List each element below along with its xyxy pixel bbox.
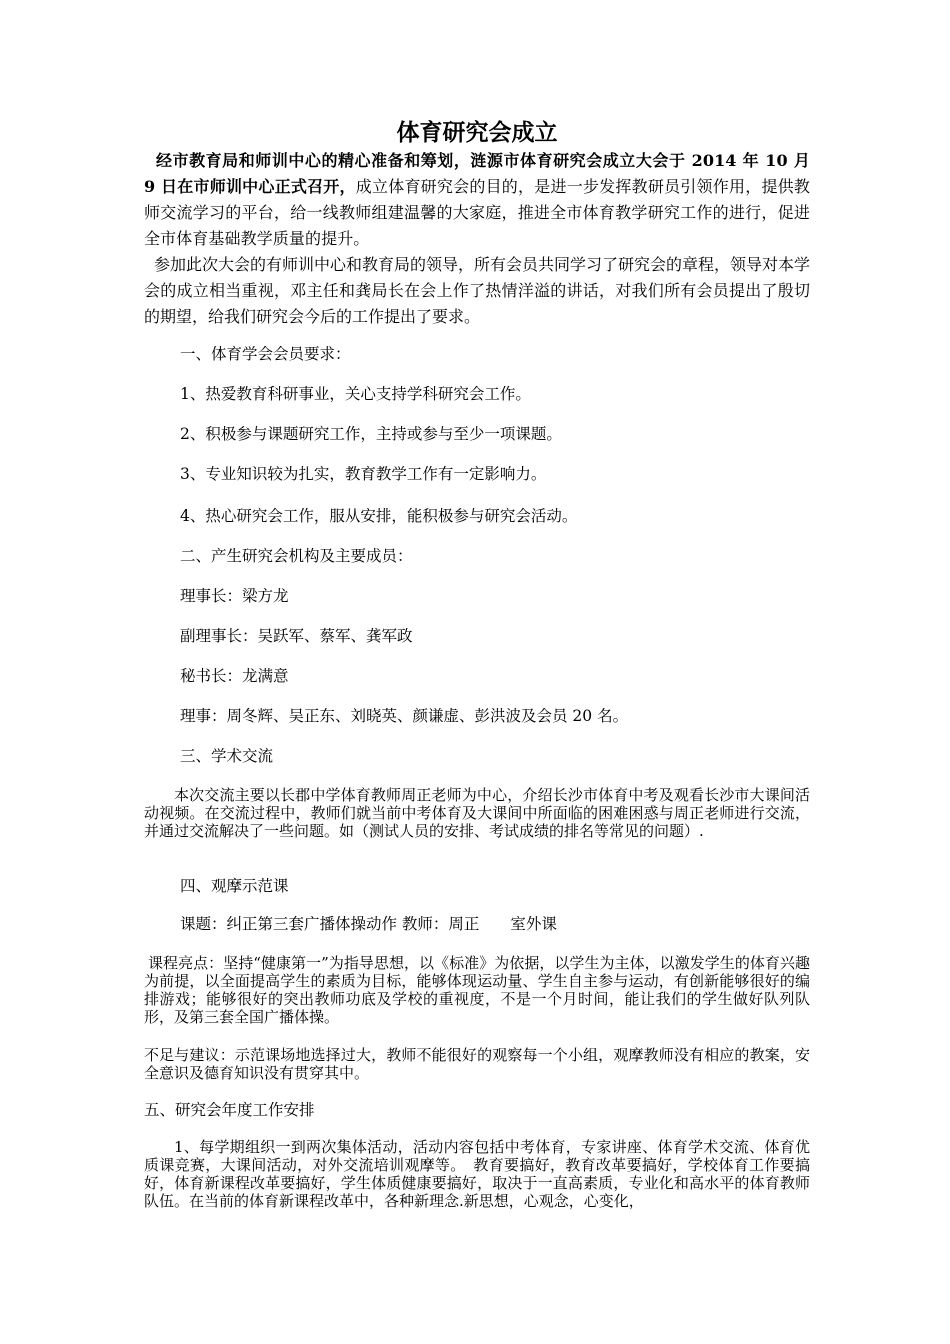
requirement-1: 1、热爱教育科研事业，关心支持学科研究会工作。 xyxy=(180,385,531,403)
suggestions-paragraph: 不足与建议：示范课场地选择过大，教师不能很好的观察每一个小组，观摩教师没有相应的教案，安全意识及德育知识没有贯穿其中。 xyxy=(144,1046,810,1082)
section1-heading: 一、体育学会会员要求： xyxy=(180,345,351,363)
section3-heading: 三、学术交流 xyxy=(180,747,274,765)
attendance-paragraph: 参加此次大会的有师训中心和教育局的领导，所有会员共同学习了研究会的章程，领导对本学会的成立相当重视，邓主任和龚局长在会上作了热情洋溢的讲话，对我们所有会员提出了殷切的期望，给我们研究会今后的工作提出了要求。 xyxy=(144,255,811,326)
lesson-line: 课题：纠正第三套广播体操动作 教师：周正 室外课 xyxy=(180,915,557,933)
vice-chair-line: 副理事长：吴跃军、蔡军、龚军政 xyxy=(180,627,413,645)
intro-bold-text: 经市教育局和师训中心的精心准备和筹划，涟源市体育研究会成立大会于 2014 年 10 月 9 日在市师训中心正式召开， xyxy=(144,151,810,196)
directors-line: 理事：周冬辉、吴正东、刘晓英、颜谦虚、彭洪波及会员 20 名。 xyxy=(180,707,629,725)
section5-heading: 五、研究会年度工作安排 xyxy=(144,1101,315,1119)
section2-heading: 二、产生研究会机构及主要成员： xyxy=(180,547,413,565)
document-title: 体育研究会成立 xyxy=(396,120,558,146)
intro-paragraph xyxy=(144,148,810,252)
requirement-3: 3、专业知识较为扎实，教育教学工作有一定影响力。 xyxy=(180,465,547,483)
requirement-4: 4、热心研究会工作，服从安排，能积极参与研究会活动。 xyxy=(180,507,578,525)
document-page xyxy=(144,118,810,330)
section3-body: 本次交流主要以长郡中学体育教师周正老师为中心，介绍长沙市体育中考及观看长沙市大课间活动视频。在交流过程中，教师们就当前中考体育及大课间中所面临的困难困惑与周正老师进行交流，并通过交流解决了一些问题。如（测试人员的安排、考试成绩的排名等常见的问题）. xyxy=(144,786,810,840)
highlights-paragraph: 课程亮点：坚持“健康第一”为指导思想，以《标准》为依据，以学生为主体，以激发学生的体育兴趣为前提，以全面提高学生的素质为目标，能够体现运动量、学生自主参与运动，有创新能够很好的编排游戏；能够很好的突出教师功底及学校的重视度，不是一个月时间，能让我们的学生做好队列队形，及第三套全国广播体操。 xyxy=(144,954,810,1026)
requirement-2: 2、积极参与课题研究工作，主持或参与至少一项课题。 xyxy=(180,425,562,443)
chair-line: 理事长：梁方龙 xyxy=(180,587,289,605)
intro-text: 成立体育研究会的目的，是进一步发挥教研员引领作用，提供教师交流学习的平台，给一线教师组建温馨的大家庭，推进全市体育教学研究工作的进行，促进全市体育基础教学质量的提升。 xyxy=(144,177,810,248)
secretary-line: 秘书长：龙满意 xyxy=(180,667,289,685)
section5-body: 1、每学期组织一到两次集体活动，活动内容包括中考体育，专家讲座、体育学术交流、体育优质课竞赛，大课间活动，对外交流培训观摩等。 教育要搞好，教育改革要搞好，学校体育工作要搞好，体育新课程改革要搞好，学生体质健康要搞好，取决于一直高素质，专业化和高水平的体育教师队伍。在当前的体育新课程改革中，各种新理念.新思想，心观念，心变化， xyxy=(144,1138,810,1210)
section4-heading: 四、观摩示范课 xyxy=(180,877,289,895)
